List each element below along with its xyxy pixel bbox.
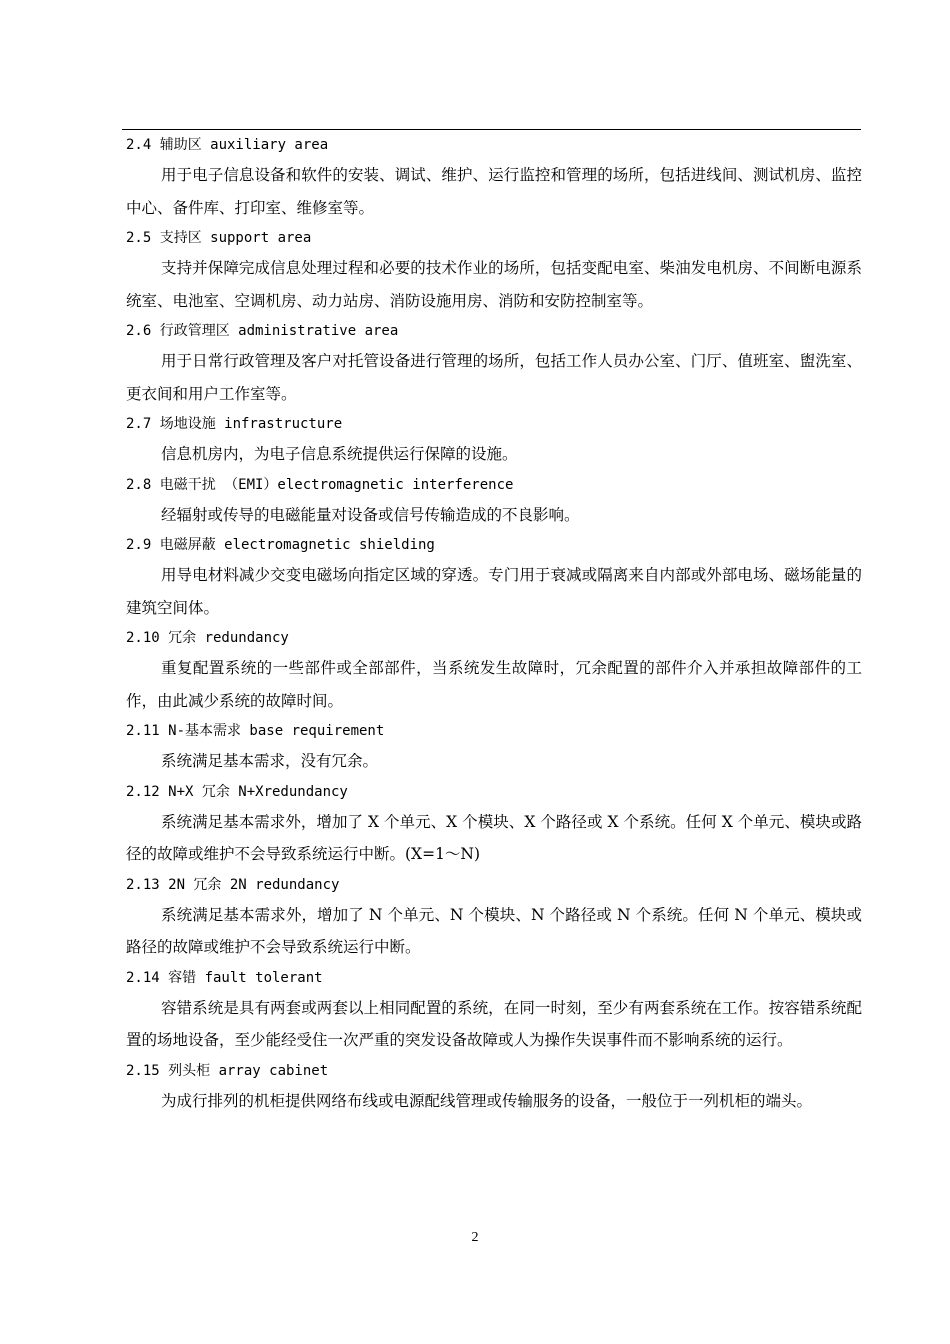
section-heading: 2.13 2N 冗余 2N redundancy <box>126 876 340 893</box>
section-body: 系统满足基本需求外，增加了 N 个单元、N 个模块、N 个路径或 N 个系统。任何 N 个单元、模块或路径的故障或维护不会导致系统运行中断。 <box>126 905 862 956</box>
section-body: 容错系统是具有两套或两套以上相同配置的系统，在同一时刻，至少有两套系统在工作。按容错系统配置的场地设备，至少能经受住一次严重的突发设备故障或人为操作失误事件而不影响系统的运行。 <box>126 998 862 1049</box>
header-rule <box>122 129 861 130</box>
section-heading: 2.14 容错 fault tolerant <box>126 969 323 986</box>
section-body: 用于日常行政管理及客户对托管设备进行管理的场所，包括工作人员办公室、门厅、值班室、盥洗室、更衣间和用户工作室等。 <box>126 352 862 403</box>
section-body: 为成行排列的机柜提供网络布线或电源配线管理或传输服务的设备，一般位于一列机柜的端头。 <box>161 1091 813 1110</box>
section-body: 用导电材料减少交变电磁场向指定区域的穿透。专门用于衰减或隔离来自内部或外部电场、磁场能量的建筑空间体。 <box>126 566 862 617</box>
section-body: 支持并保障完成信息处理过程和必要的技术作业的场所，包括变配电室、柴油发电机房、不间断电源系统室、电池室、空调机房、动力站房、消防设施用房、消防和安防控制室等。 <box>126 259 862 310</box>
section-heading: 2.7 场地设施 infrastructure <box>126 416 343 432</box>
section-body: 重复配置系统的一些部件或全部部件，当系统发生故障时，冗余配置的部件介入并承担故障部件的工作，由此减少系统的故障时间。 <box>126 659 862 710</box>
section-heading: 2.11 N-基本需求 base requirement <box>126 723 385 739</box>
page-number: 2 <box>471 1230 479 1245</box>
section-heading: 2.15 列头柜 array cabinet <box>126 1062 329 1079</box>
section-heading: 2.6 行政管理区 administrative area <box>126 323 399 339</box>
section-heading: 2.9 电磁屏蔽 electromagnetic shielding <box>126 537 435 553</box>
section-heading: 2.4 辅助区 auxiliary area <box>126 137 329 153</box>
section-heading: 2.5 支持区 support area <box>126 230 312 246</box>
section-heading: 2.12 N+X 冗余 N+Xredundancy <box>126 783 348 800</box>
section-heading: 2.8 电磁干扰 （EMI）electromagnetic interference <box>126 476 514 493</box>
section-body: 系统满足基本需求外，增加了 X 个单元、X 个模块、X 个路径或 X 个系统。任何 X 个单元、模块或路径的故障或维护不会导致系统运行中断。(X=1～N) <box>126 812 862 863</box>
section-body: 系统满足基本需求，没有冗余。 <box>161 752 379 770</box>
section-body: 用于电子信息设备和软件的安装、调试、维护、运行监控和管理的场所，包括进线间、测试机房、监控中心、备件库、打印室、维修室等。 <box>126 166 862 217</box>
section-body: 经辐射或传导的电磁能量对设备或信号传输造成的不良影响。 <box>161 505 580 524</box>
section-body: 信息机房内，为电子信息系统提供运行保障的设施。 <box>161 445 518 463</box>
content-body <box>126 131 862 1117</box>
section-heading: 2.10 冗余 redundancy <box>126 630 289 646</box>
